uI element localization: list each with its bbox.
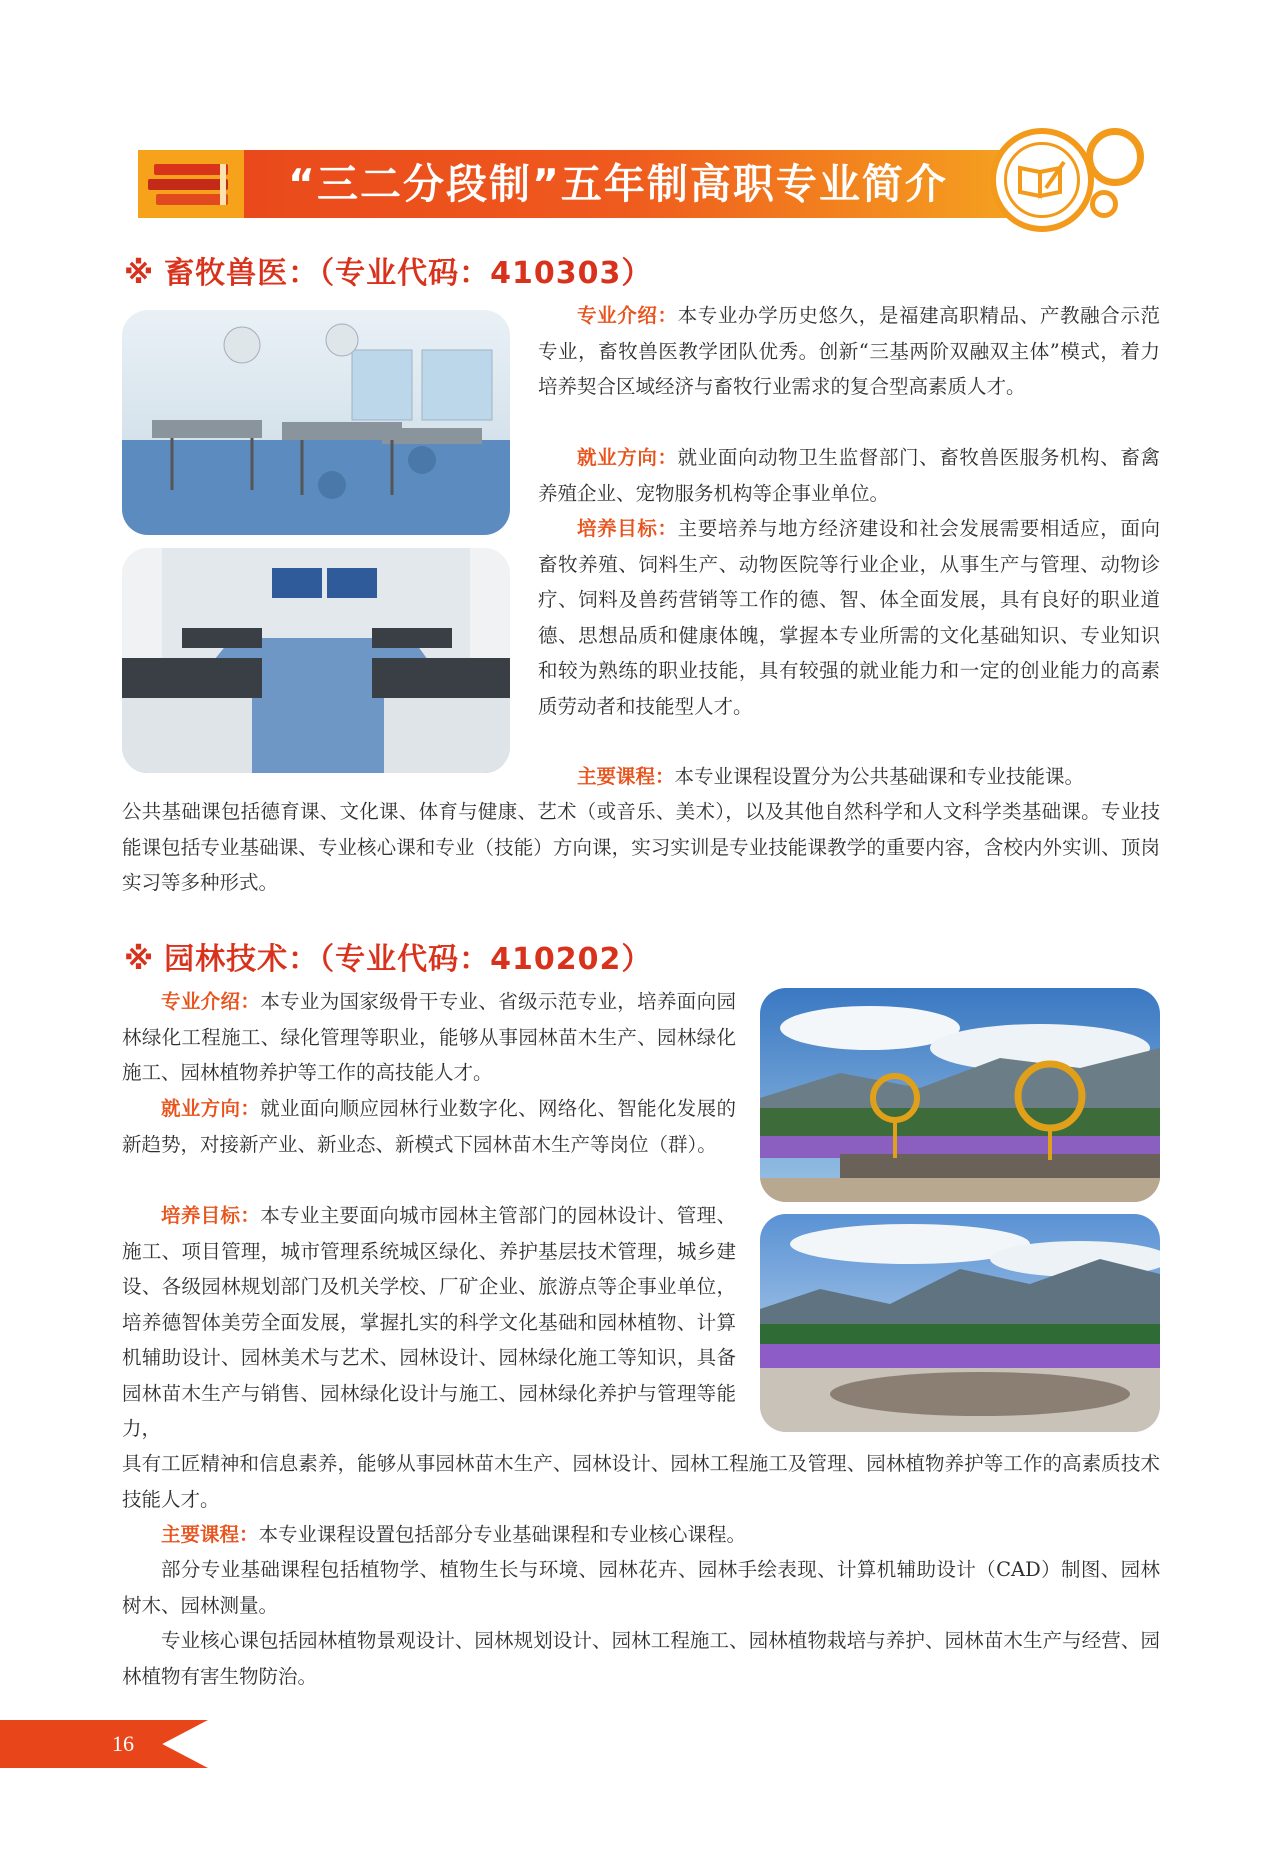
- section-title-landscape: ※ 园林技术：（专业代码：410202）: [124, 942, 653, 977]
- open-book-pen-icon: [990, 128, 1094, 232]
- section2-employment: 就业方向：就业面向顺应园林行业数字化、网络化、智能化发展的新趋势，对接新产业、新业态、新模式下园林苗木生产等岗位（群）。: [122, 1097, 736, 1156]
- section2-intro: 专业介绍：本专业为国家级骨干专业、省级示范专业，培养面向园林绿化工程施工、绿化管理等职业，能够从事园林苗木生产、园林绿化施工、园林植物养护等工作的高技能人才。: [122, 990, 736, 1084]
- footer-tab: [0, 1720, 208, 1768]
- section1-goal: 培养目标：主要培养与地方经济建设和社会发展需要相适应，面向畜牧养殖、饲料生产、动物医院等行业企业，从事生产与管理、动物诊疗、饲料及兽药营销等工作的德、智、体全面发展，具有良好的职业道德、思想品质和健康体魄，掌握本专业所需的文化基础知识、专业知识和较为熟练的职业技能，具有较强的就业能力和一定的创业能力的高素质劳动者和技能型人才。: [538, 517, 1160, 718]
- section2-courses: 主要课程：本专业课程设置包括部分专业基础课程和专业核心课程。: [161, 1523, 747, 1546]
- page-title: “三二分段制”五年制高职专业简介: [288, 160, 948, 208]
- decor-ring-tiny: [1090, 190, 1118, 218]
- section1-employment: 就业方向：就业面向动物卫生监督部门、畜牧兽医服务机构、畜禽养殖企业、宠物服务机构等企事业单位。: [538, 446, 1160, 505]
- section-title-animal-husbandry: ※ 畜牧兽医：（专业代码：410303）: [124, 256, 653, 291]
- page-number: 16: [112, 1731, 134, 1756]
- banner-title-wrap: [138, 150, 1018, 218]
- section1-intro: 专业介绍：本专业办学历史悠久，是福建高职精品、产教融合示范专业，畜牧兽医教学团队优秀。创新“三基两阶双融双主体”模式，着力培养契合区域经济与畜牧行业需求的复合型高素质人才。: [538, 304, 1160, 398]
- section1-courses-detail: 公共基础课包括德育课、文化课、体育与健康、艺术（或音乐、美术），以及其他自然科学和人文科学类基础课。专业技能课包括专业基础课、专业核心课和专业（技能）方向课，实习实训是专业技能课教学的重要内容，含校内外实训、顶岗实习等多种形式。: [122, 800, 1160, 894]
- garden-photo-1: [760, 988, 1160, 1202]
- garden-photo-2: [760, 1214, 1160, 1432]
- section2-goal: 培养目标：本专业主要面向城市园林主管部门的园林设计、管理、施工、项目管理，城市管理系统城区绿化、养护基层技术管理，城乡建设、各级园林规划部门及机关学校、厂矿企业、旅游点等企事业单位，培养德智体美劳全面发展，掌握扎实的科学文化基础和园林植物、计算机辅助设计、园林美术与艺术、园林设计、园林绿化施工等知识，具备园林苗木生产与销售、园林绿化设计与施工、园林绿化养护与管理等能力，: [122, 1204, 736, 1440]
- lab-photo-2: [122, 548, 510, 773]
- lab-photo-1: [122, 310, 510, 535]
- section2-core-courses: 专业核心课包括园林植物景观设计、园林规划设计、园林工程施工、园林植物栽培与养护、园林苗木生产与经营、园林植物有害生物防治。: [122, 1629, 1160, 1688]
- section2-goal-continued: 具有工匠精神和信息素养，能够从事园林苗木生产、园林设计、园林工程施工及管理、园林植物养护等工作的高素质技术技能人才。: [122, 1452, 1160, 1511]
- section2-basic-courses: 部分专业基础课程包括植物学、植物生长与环境、园林花卉、园林手绘表现、计算机辅助设计（CAD）制图、园林树木、园林测量。: [122, 1558, 1160, 1617]
- section1-courses: 主要课程：本专业课程设置分为公共基础课和专业技能课。: [577, 765, 1085, 788]
- decor-ring-small: [1086, 128, 1144, 186]
